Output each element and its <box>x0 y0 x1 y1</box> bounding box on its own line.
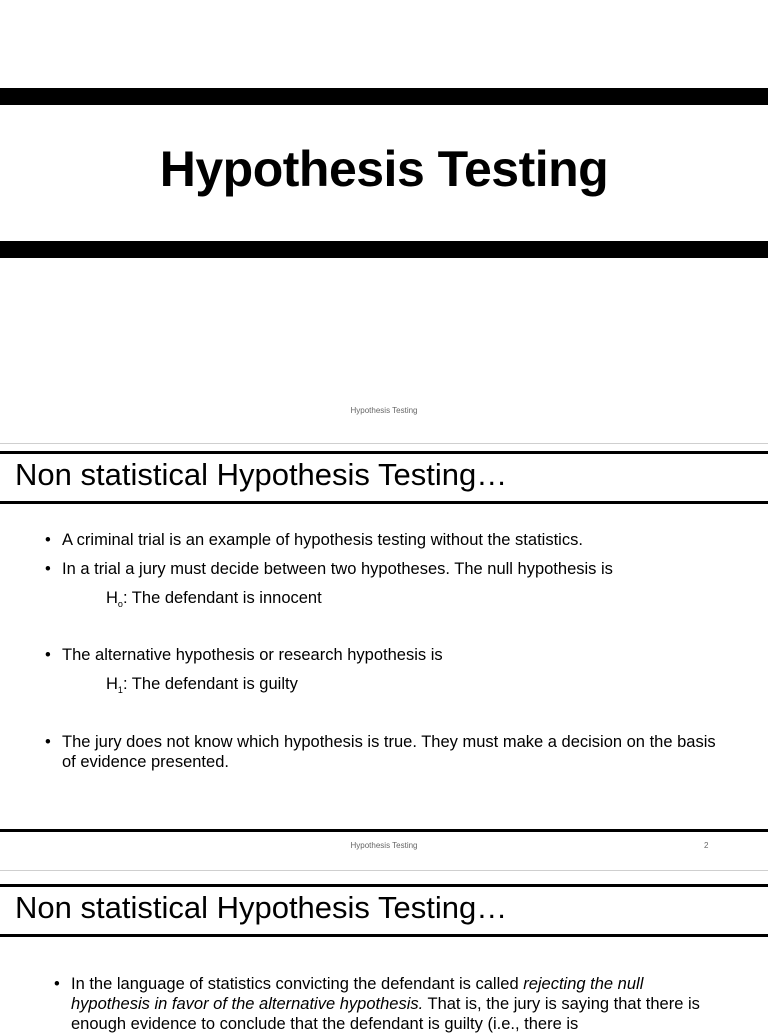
slide-title: Non statistical Hypothesis Testing… <box>15 890 508 925</box>
bottom-title-bar <box>0 241 768 258</box>
title-bottom-rule <box>0 501 768 504</box>
bullet-item: • In the language of statistics convicting the defendant is called rejecting the null hypothesis in favor of the alternative hypothesis. That is, the jury is saying that there is enough evidence to conclude that the defendant is guilty (i.e., there is <box>54 974 718 1034</box>
title-top-rule <box>0 451 768 454</box>
bullet-list <box>45 645 728 665</box>
bullet-list <box>45 732 728 772</box>
bullet-item: • A criminal trial is an example of hypothesis testing without the statistics. <box>45 530 728 550</box>
title-top-rule <box>0 884 768 887</box>
bullet-list <box>54 974 718 1034</box>
top-title-bar <box>0 88 768 105</box>
title-slide <box>0 0 768 432</box>
presentation-title: Hypothesis Testing <box>159 141 609 197</box>
title-bottom-rule <box>0 934 768 937</box>
content-slide-3 <box>0 870 768 1033</box>
slide-footer: Hypothesis Testing <box>350 841 418 850</box>
content-slide-2 <box>0 443 768 856</box>
footer-rule <box>0 829 768 832</box>
slide-footer: Hypothesis Testing <box>350 406 418 415</box>
bullet-item: • In a trial a jury must decide between two hypotheses. The null hypothesis is <box>45 559 728 579</box>
page-number: 2 <box>704 841 709 850</box>
bullet-item: • The jury does not know which hypothesis is true. They must make a decision on the basis of evidence presented. <box>45 732 728 772</box>
bullet-item: • The alternative hypothesis or research hypothesis is <box>45 645 728 665</box>
slide-title: Non statistical Hypothesis Testing… <box>15 457 508 492</box>
null-hypothesis: $H_o$: The defendant is innocent <box>106 589 322 609</box>
alternative-hypothesis: $H_1$: The defendant is guilty <box>106 675 298 695</box>
bullet-list <box>45 530 728 579</box>
